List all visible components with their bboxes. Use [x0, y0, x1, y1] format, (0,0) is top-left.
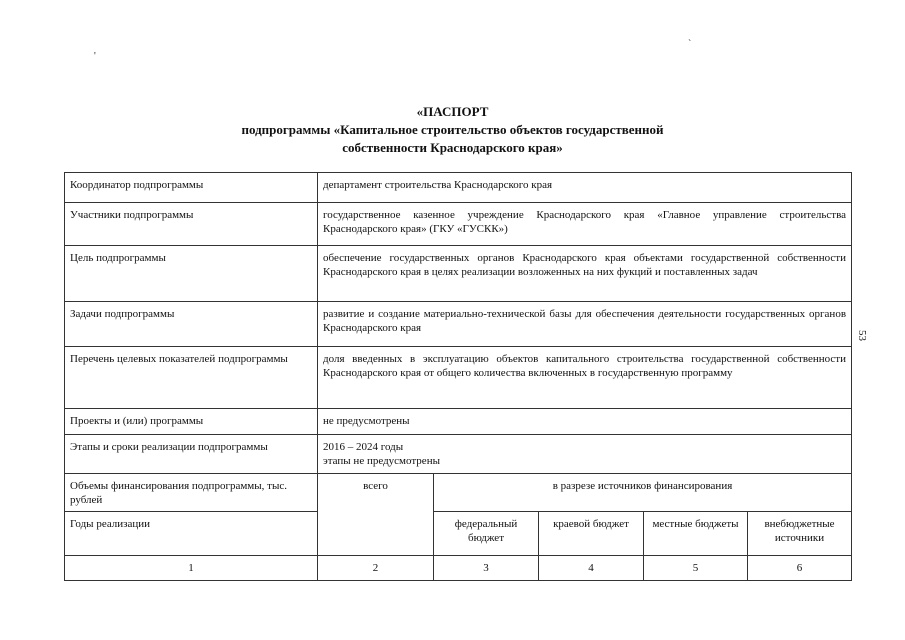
row-label: Перечень целевых показателей подпрограммы: [65, 347, 318, 409]
title-line-1: «ПАСПОРТ: [416, 104, 489, 119]
column-number: 3: [434, 556, 539, 581]
row-value: доля введенных в эксплуатацию объектов капитального строительства государственной собственности Краснодарского края от общего количества включенных в государственную программу: [318, 347, 852, 409]
row-value: не предусмотрены: [318, 409, 852, 435]
passport-table: [64, 172, 852, 581]
source-federal: федеральный бюджет: [434, 512, 539, 556]
table-row: [65, 435, 852, 474]
total-header: всего: [318, 474, 434, 556]
column-number: 2: [318, 556, 434, 581]
table-row: [65, 203, 852, 246]
row-label: Этапы и сроки реализации подпрограммы: [65, 435, 318, 474]
table-row: [65, 173, 852, 203]
row-value: [318, 435, 852, 474]
row-label: Цель подпрограммы: [65, 246, 318, 302]
title-line-3: собственности Краснодарского края»: [342, 140, 563, 155]
table-row: [65, 347, 852, 409]
scan-speck: ': [94, 51, 96, 62]
column-numbers-row: [65, 556, 852, 581]
row-label: Проекты и (или) программы: [65, 409, 318, 435]
table-row: [65, 302, 852, 347]
financing-label: Объемы финансирования подпрограммы, тыс. рублей: [65, 474, 318, 512]
source-regional: краевой бюджет: [539, 512, 644, 556]
row-label: Задачи подпрограммы: [65, 302, 318, 347]
row-value: государственное казенное учреждение Краснодарского края «Главное управление строительства Краснодарского края» (ГКУ «ГУСКК»): [318, 203, 852, 246]
column-number: 1: [65, 556, 318, 581]
financing-header-row: [65, 474, 852, 512]
source-local: местные бюджеты: [644, 512, 748, 556]
page-number: 53: [856, 330, 868, 341]
row-label: Участники подпрограммы: [65, 203, 318, 246]
financing-sources-row: [65, 512, 852, 556]
row-value: обеспечение государственных органов Краснодарского края объектами государственной собственности Краснодарского края в целях реализации возложенных на них фукций и поставленных задач: [318, 246, 852, 302]
scan-speck: `: [688, 39, 692, 50]
column-number: 4: [539, 556, 644, 581]
row-value: развитие и создание материально-технической базы для обеспечения деятельности государственных органов Краснодарского края: [318, 302, 852, 347]
source-extrabudgetary: внебюджетные источники: [748, 512, 852, 556]
row-value-line: 2016 – 2024 годы: [323, 441, 404, 453]
document-title: [0, 103, 905, 157]
table-row: [65, 409, 852, 435]
row-value-line: этапы не предусмотрены: [323, 454, 440, 467]
column-number: 5: [644, 556, 748, 581]
years-label: Годы реализации: [65, 512, 318, 556]
column-number: 6: [748, 556, 852, 581]
table-row: [65, 246, 852, 302]
row-value: департамент строительства Краснодарского края: [318, 173, 852, 203]
sources-header: в разрезе источников финансирования: [434, 474, 852, 512]
title-line-2: подпрограммы «Капитальное строительство объектов государственной: [241, 122, 664, 137]
row-label: Координатор подпрограммы: [65, 173, 318, 203]
